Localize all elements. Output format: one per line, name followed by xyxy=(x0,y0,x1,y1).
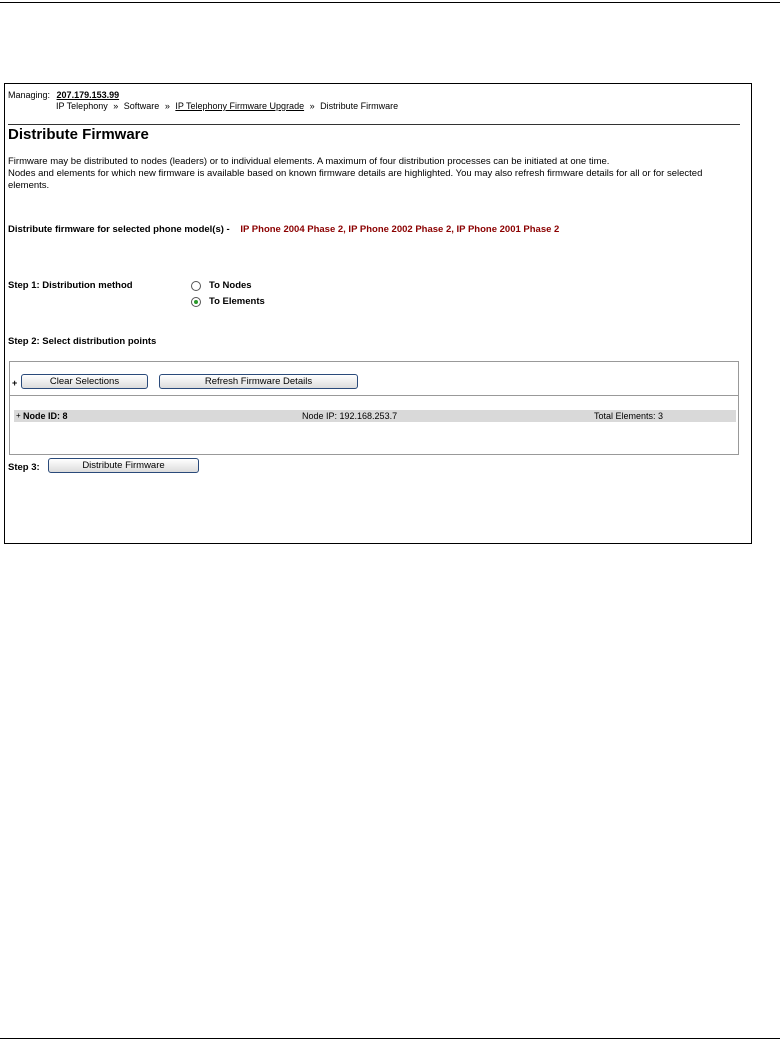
selected-models xyxy=(8,224,559,235)
clear-selections-button[interactable]: Clear Selections xyxy=(21,374,148,389)
intro-line-1: Firmware may be distributed to nodes (leaders) or to individual elements. A maximum of four distribution processes can be initiated at one time. xyxy=(8,156,610,167)
page-title: Distribute Firmware xyxy=(8,126,149,143)
radio-to-elements[interactable] xyxy=(191,296,265,307)
radio-to-elements-circle[interactable] xyxy=(191,297,201,307)
breadcrumb xyxy=(56,101,398,111)
step2-label: Step 2: Select distribution points xyxy=(8,336,157,347)
step3-label: Step 3: xyxy=(8,462,40,473)
radio-to-nodes-label: To Nodes xyxy=(209,280,252,291)
expand-all-icon[interactable]: + xyxy=(12,378,18,388)
breadcrumb-software: Software xyxy=(123,101,160,111)
radio-to-nodes[interactable] xyxy=(191,280,252,291)
screenshot-frame xyxy=(4,83,752,544)
managing-ip-link[interactable]: 207.179.153.99 xyxy=(56,90,120,100)
managing-label: Managing: xyxy=(8,90,51,100)
node-row[interactable] xyxy=(14,410,736,422)
node-ip: Node IP: 192.168.253.7 xyxy=(302,411,398,421)
managing-line xyxy=(8,90,119,100)
distribution-points-panel xyxy=(9,361,739,455)
intro-line-2: Nodes and elements for which new firmware is available based on known firmware details are highlighted. You may also refresh firmware details for all or for selected elements. xyxy=(8,168,703,191)
node-expand-icon[interactable]: + xyxy=(16,411,21,420)
panel-divider xyxy=(10,395,738,396)
node-total-elements: Total Elements: 3 xyxy=(594,411,664,421)
models-list: IP Phone 2004 Phase 2, IP Phone 2002 Phase 2, IP Phone 2001 Phase 2 xyxy=(240,224,560,235)
breadcrumb-distribute-firmware: Distribute Firmware xyxy=(320,101,399,111)
breadcrumb-separator: » xyxy=(309,101,315,111)
intro-text xyxy=(8,156,738,192)
breadcrumb-firmware-upgrade-link[interactable]: IP Telephony Firmware Upgrade xyxy=(175,101,305,111)
title-divider xyxy=(8,124,740,125)
breadcrumb-ip-telephony: IP Telephony xyxy=(56,101,108,111)
step1-label: Step 1: Distribution method xyxy=(8,280,133,291)
distribute-firmware-button[interactable]: Distribute Firmware xyxy=(48,458,199,473)
radio-to-nodes-circle[interactable] xyxy=(191,281,201,291)
page-bottom-rule xyxy=(0,1038,780,1039)
models-label: Distribute firmware for selected phone model(s) - xyxy=(8,224,230,235)
radio-to-elements-label: To Elements xyxy=(209,296,265,307)
node-id: Node ID: 8 xyxy=(23,411,68,421)
page-top-rule xyxy=(0,2,780,3)
breadcrumb-separator: » xyxy=(113,101,119,111)
refresh-firmware-details-button[interactable]: Refresh Firmware Details xyxy=(159,374,358,389)
breadcrumb-separator: » xyxy=(164,101,170,111)
